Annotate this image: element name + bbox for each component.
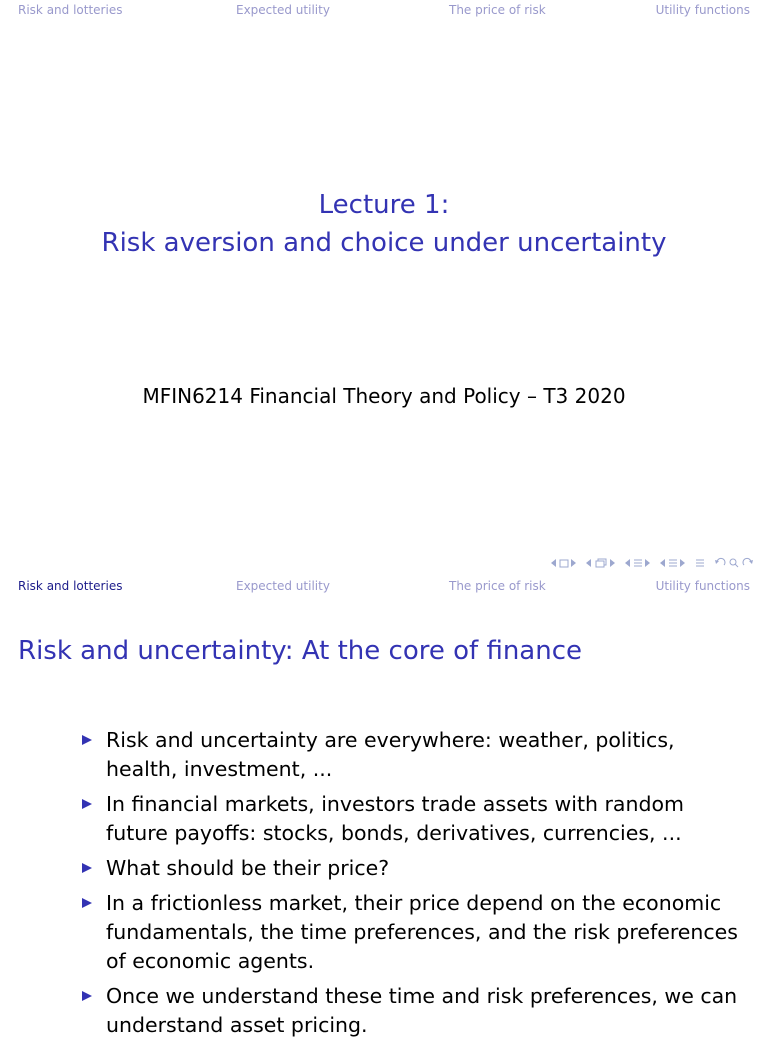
prev-document-arrow-icon[interactable]	[660, 559, 666, 567]
beamer-navigation-controls	[551, 556, 760, 570]
subsection-icon[interactable]	[594, 558, 608, 568]
lecture-title-line2: Risk aversion and choice under uncertainty	[101, 228, 667, 258]
section-navigation	[0, 0, 768, 20]
section-icon[interactable]	[633, 558, 643, 568]
nav-risk-and-lotteries[interactable]: Risk and lotteries	[18, 579, 123, 593]
appendix-nav-group	[695, 558, 705, 568]
section-navigation	[0, 576, 768, 596]
bullet-item: Risk and uncertainty are everywhere: weather, politics, health, investment, ...	[82, 726, 742, 784]
forward-icon[interactable]	[742, 558, 754, 568]
frame-nav-group	[551, 559, 577, 568]
search-nav-group	[714, 558, 754, 568]
prev-frame-arrow-icon[interactable]	[551, 559, 557, 567]
prev-subsection-arrow-icon[interactable]	[586, 559, 592, 567]
subsection-nav-group	[586, 558, 616, 568]
prev-section-arrow-icon[interactable]	[625, 559, 631, 567]
bullet-item: In financial markets, investors trade assets with random future payoffs: stocks, bonds, derivatives, currencies, ...	[82, 790, 742, 848]
next-frame-arrow-icon[interactable]	[571, 559, 577, 567]
next-section-arrow-icon[interactable]	[645, 559, 651, 567]
nav-expected-utility[interactable]: Expected utility	[236, 579, 330, 593]
lecture-title	[0, 186, 768, 262]
bullet-list	[82, 726, 742, 1046]
bullet-item: In a frictionless market, their price depend on the economic fundamentals, the time preferences, and the risk preferences of economic agents.	[82, 889, 742, 976]
next-subsection-arrow-icon[interactable]	[610, 559, 616, 567]
appendix-icon[interactable]	[695, 558, 705, 568]
nav-utility-functions[interactable]: Utility functions	[655, 3, 750, 17]
nav-risk-and-lotteries[interactable]: Risk and lotteries	[18, 3, 123, 17]
nav-utility-functions[interactable]: Utility functions	[655, 579, 750, 593]
search-icon[interactable]	[728, 558, 740, 568]
nav-expected-utility[interactable]: Expected utility	[236, 3, 330, 17]
frame-icon[interactable]	[559, 559, 569, 568]
document-icon[interactable]	[668, 558, 678, 568]
document-nav-group	[660, 558, 686, 568]
back-icon[interactable]	[714, 558, 726, 568]
next-document-arrow-icon[interactable]	[680, 559, 686, 567]
nav-price-of-risk[interactable]: The price of risk	[449, 579, 546, 593]
content-slide	[0, 576, 768, 1037]
section-nav-group	[625, 558, 651, 568]
nav-price-of-risk[interactable]: The price of risk	[449, 3, 546, 17]
course-subtitle: MFIN6214 Financial Theory and Policy – T3 2020	[142, 384, 626, 408]
bullet-item: What should be their price?	[82, 854, 742, 883]
lecture-title-line1: Lecture 1:	[318, 190, 450, 220]
bullet-item: Once we understand these time and risk preferences, we can understand asset pricing.	[82, 982, 742, 1040]
frame-title: Risk and uncertainty: At the core of finance	[18, 636, 583, 666]
